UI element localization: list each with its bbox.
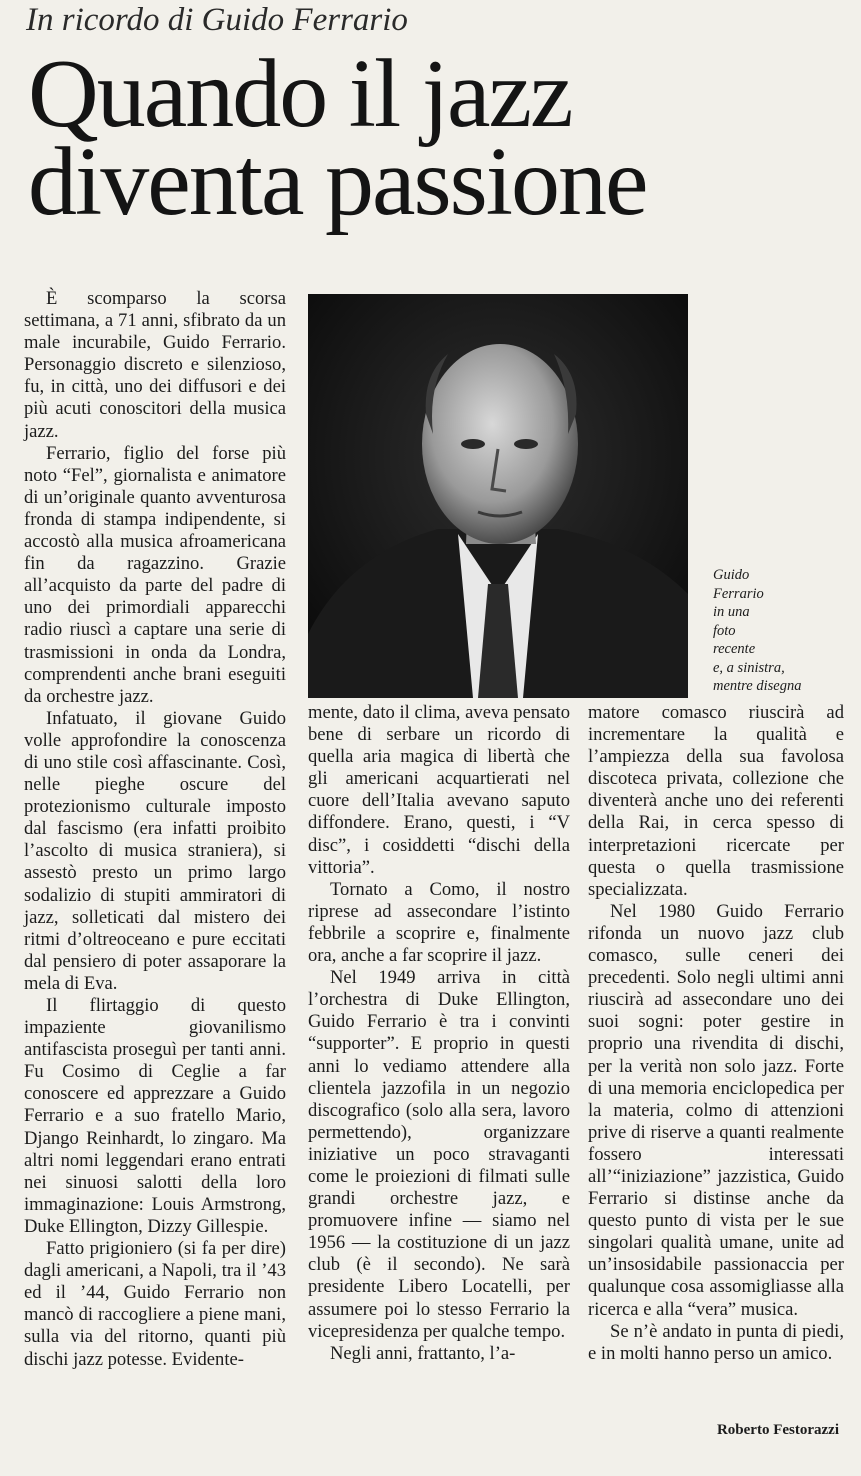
paragraph: Infatuato, il giovane Guido volle approfondire la conoscenza di uno stile così affascinante. Così, nelle pieghe oscure del protezionismo culturale imposto dal fascismo (era infatti proibito l’ascolto di musica straniera), si assestò presto un primo largo sodalizio di stupiti ammiratori di jazz, solleticati dal mistero dei ritmi d’oltreoceano e pure eccitati dal pensiero di poter assaporare la mela di Eva. bbox=[24, 707, 286, 994]
byline: Roberto Festorazzi bbox=[716, 1422, 839, 1438]
paragraph: matore comasco riuscirà ad incrementare la qualità e l’ampiezza della sua favolosa discoteca privata, collezione che diventerà anche uno dei referenti della Rai, in cerca spesso di interpretazioni ricercate per questa o quella trasmissione specializzata. bbox=[588, 702, 844, 900]
article-column-2 bbox=[308, 702, 570, 1365]
caption-line: mentre disegna bbox=[713, 678, 802, 694]
caption-line: foto bbox=[713, 622, 736, 639]
headline bbox=[28, 40, 647, 236]
photo-caption bbox=[713, 566, 853, 696]
portrait-photo bbox=[308, 294, 688, 698]
paragraph: Nel 1980 Guido Ferrario rifonda un nuovo jazz club comasco, sulle ceneri dei precedenti. Solo negli ultimi anni riuscirà ad assecondare uno dei suoi sogni: poter gestire in proprio una rivendita di dischi, per la verità non solo jazz. Forte di una memoria enciclopedica per la materia, colmo di attenzioni prive di riserve a quanti realmente fossero interessati all’“iniziazione” jazzistica, Guido Ferrario si distinse anche da questo punto di vista per le sue singolari qualità umane, unite ad un’insosidabile passionaccia per qualunque cosa assomigliasse alla ricerca e alla “vera” musica. bbox=[588, 900, 844, 1320]
headline-line-2: diventa passione bbox=[28, 128, 647, 236]
headline-line-1: Quando il jazz bbox=[28, 40, 572, 148]
caption-line: Ferrario bbox=[713, 585, 764, 602]
caption-line: in una bbox=[713, 604, 750, 620]
paragraph: mente, dato il clima, aveva pensato bene di serbare un ricordo di quella aria magica di libertà che gli americani acquartierati nel cuore dell’Italia avevano saputo diffondere. Erano, questi, i “V disc”, i cosiddetti “dischi della vittoria”. bbox=[308, 702, 570, 878]
article-column-3 bbox=[588, 702, 844, 1365]
paragraph: Il flirtaggio di questo impaziente giovanilismo antifascista proseguì per tanti anni. Fu Cosimo di Ceglie a far conoscere ed apprezzare a Guido Ferrario e a suo fratello Mario, Django Reinhardt, lo zingaro. Ma altri nomi leggendari erano entrati nei sinuosi salotti della loro immaginazione: Louis Armstrong, Duke Ellington, Dizzy Gillespie. bbox=[24, 995, 286, 1237]
paragraph: Ferrario, figlio del forse più noto “Fel”, giornalista e animatore di un’originale quanto avventurosa fronda di stampa indipendente, si accostò alla musica afroamericana fin da ragazzino. Grazie all’acquisto da parte del padre di uno dei primordiali apparecchi radio riuscì a captare una serie di trasmissioni in onda da Londra, comprendenti anche brani eseguiti da orchestre jazz. bbox=[24, 442, 286, 707]
kicker: In ricordo di Guido Ferrario bbox=[26, 2, 408, 38]
article-column-1 bbox=[24, 288, 286, 1371]
paragraph: Nel 1949 arriva in città l’orchestra di Duke Ellington, Guido Ferrario è tra i convinti “supporter”. E proprio in questi anni lo vediamo attendere alla clientela jazzofila in un negozio discografico (solo alla sera, lavoro permettendo), organizzare iniziative un poco stravaganti come le proiezioni di filmati sulle grandi orchestre jazz, e promuovere infine — siamo nel 1956 — la costituzione di un jazz club (è il secondo). Ne sarà presidente Libero Locatelli, per assumere poi lo stesso Ferrario la vicepresidenza per qualche tempo. bbox=[308, 967, 570, 1342]
caption-line: Guido bbox=[713, 567, 750, 583]
paragraph: Fatto prigioniero (si fa per dire) dagli americani, a Napoli, tra il ’43 ed il ’44, Guido Ferrario non mancò di raccogliere a piene mani, sulla via del ritorno, quanti più dischi jazz potesse. Evidente- bbox=[24, 1238, 286, 1370]
paragraph: Tornato a Como, il nostro riprese ad assecondare l’istinto febbrile a scoprire e, finalmente ora, anche a far scoprire il jazz. bbox=[308, 878, 570, 967]
paragraph: È scomparso la scorsa settimana, a 71 anni, sfibrato da un male incurabile, Guido Ferrario. Personaggio discreto e silenzioso, fu, in città, uno dei diffusori e dei più acuti conoscitori della musica jazz. bbox=[24, 288, 286, 442]
paragraph: Se n’è andato in punta di piedi, e in molti hanno perso un amico. bbox=[588, 1320, 844, 1364]
caption-line: recente bbox=[713, 641, 756, 657]
caption-line: e, a sinistra, bbox=[713, 659, 785, 676]
paragraph: Negli anni, frattanto, l’a- bbox=[330, 1342, 516, 1364]
